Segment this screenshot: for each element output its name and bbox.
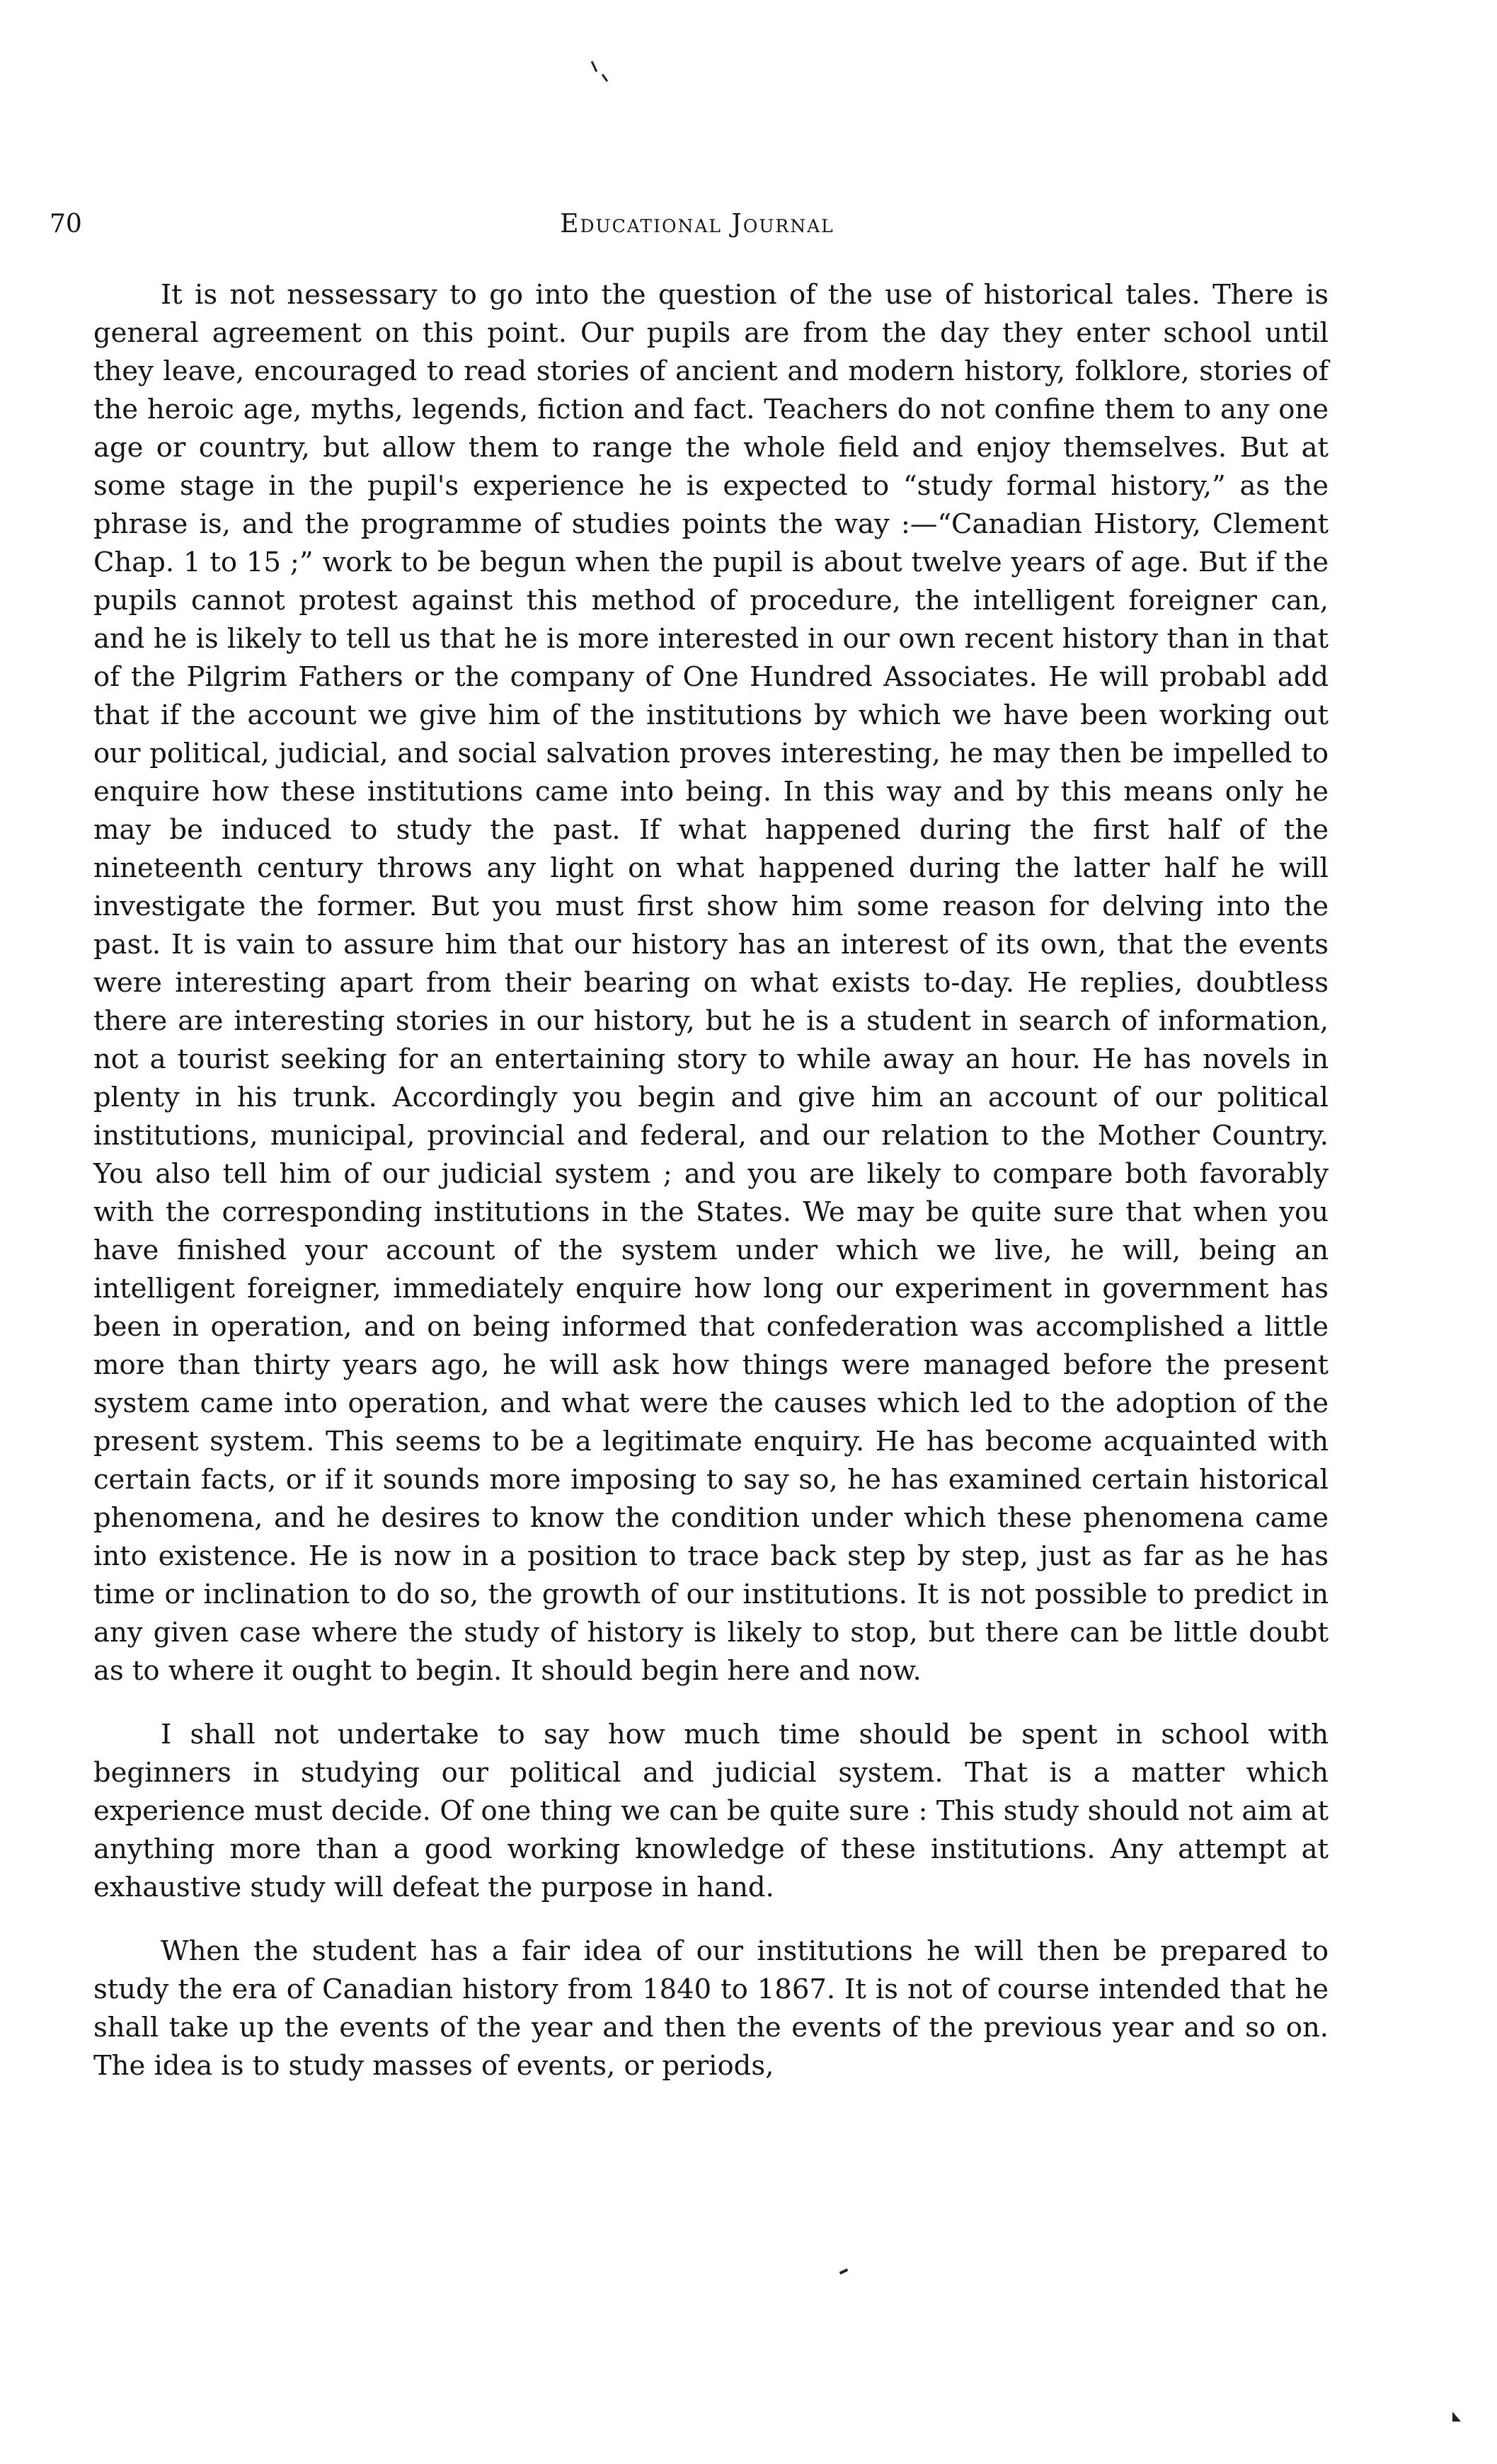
page-number: 70: [50, 210, 82, 239]
print-speck: [1452, 2412, 1461, 2422]
print-speck: [839, 2269, 849, 2275]
paragraph-historical-tales: It is not nessessary to go into the question of the use of historical tales. There is general agreement on this point. Our pupils are from the day they enter school until they leave, encouraged to read stories of ancient and modern history, folklore, stories of the heroic age, myths, legends, fiction and fact. Teachers do not confine them to any one age or country, but allow them to range the whole field and enjoy themselves. But at some stage in the pupil's experience he is expected to “study formal history,” as the phrase is, and the programme of studies points the way :—“Canadian History, Clement Chap. 1 to 15 ;” work to be begun when the pupil is about twelve years of age. But if the pupils cannot protest against this method of procedure, the intelligent foreigner can, and he is likely to tell us that he is more interested in our own recent history than in that of the Pilgrim Fathers or the company of One Hundred Associates. He will probabl add that if the account we give him of the institutions by which we have been working out our political, judicial, and social salvation proves interesting, he may then be impelled to enquire how these institutions came into being. In this way and by this means only he may be induced to study the past. If what happened during the first half of the nineteenth century throws any light on what happened during the latter half he will investigate the former. But you must first show him some reason for delving into the past. It is vain to assure him that our history has an interest of its own, that the events were interesting apart from their bearing on what exists to-day. He replies, doubtless there are interesting stories in our history, but he is a student in search of information, not a tourist seeking for an entertaining story to while away an hour. He has novels in plenty in his trunk. Accordingly you begin and give him an account of our political institutions, municipal, provincial and federal, and our relation to the Mother Country. You also tell him of our judicial system ; and you are likely to compare both favorably with the corresponding institutions in the States. We may be quite sure that when you have finished your account of the system under which we live, he will, being an intelligent foreigner, immediately enquire how long our experiment in government has been in operation, and on being informed that confederation was accomplished a little more than thirty years ago, he will ask how things were managed before the present system came into operation, and what were the causes which led to the adoption of the present system. This seems to be a legitimate enquiry. He has become acquainted with certain facts, or if it sounds more imposing to say so, he has examined certain historical phenomena, and he desires to know the condition under which these phenomena came into existence. He is now in a position to trace back step by step, just as far as he has time or inclination to do so, the growth of our institutions. It is not possible to predict in any given case where the study of history is likely to stop, but there can be little doubt as to where it ought to begin. It should begin here and now.: [93, 279, 1329, 1687]
page-header: [50, 207, 1345, 242]
paragraph-time-in-school: I shall not undertake to say how much time should be spent in school with beginners in studying our political and judicial system. That is a matter which experience must decide. Of one thing we can be quite sure : This study should not aim at anything more than a good working knowledge of these institutions. Any attempt at exhaustive study will defeat the purpose in hand.: [93, 1719, 1329, 1903]
print-speck: [602, 74, 608, 82]
paragraph-era-study: When the student has a fair idea of our institutions he will then be prepared to study the era of Canadian history from 1840 to 1867. It is not of course intended that he shall take up the events of the year and then the events of the previous year and so on. The idea is to study masses of events, or periods,: [93, 1935, 1329, 2082]
running-title: Educational Journal: [560, 210, 834, 239]
print-speck: [591, 61, 597, 72]
article-body: [93, 276, 1329, 2085]
